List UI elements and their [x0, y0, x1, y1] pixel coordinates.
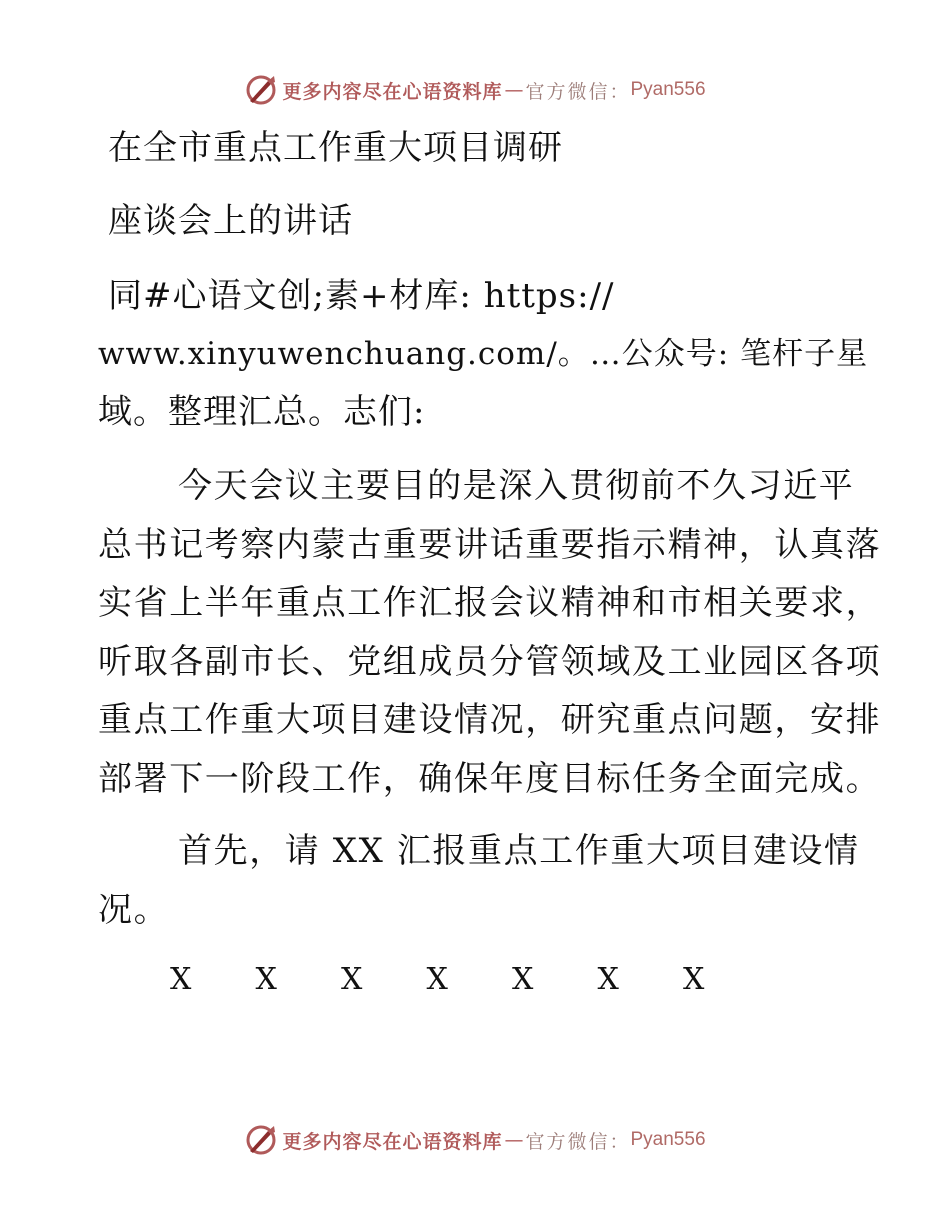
paragraph-line: 今天会议主要目的是深入贯彻前不久习近平: [178, 466, 855, 506]
banner-main-text: 更多内容尽在心语资料库: [282, 80, 503, 103]
header-banner: [0, 70, 950, 110]
placeholder-mark: X: [512, 962, 534, 997]
footer-banner: [0, 1120, 950, 1160]
placeholder-mark: X: [597, 962, 619, 997]
document-title-line-2: 座谈会上的讲话: [108, 201, 353, 241]
placeholder-mark: X: [255, 962, 277, 997]
paragraph-line: 实省上半年重点工作汇报会议精神和市相关要求，: [98, 583, 882, 623]
document-title-line-1: 在全市重点工作重大项目调研: [108, 128, 563, 168]
placeholder-mark: X: [170, 962, 192, 997]
paragraph-line: 首先，请 XX 汇报重点工作重大项目建设情: [178, 831, 860, 871]
paragraph-line: 况。: [98, 889, 170, 930]
banner-wechat-label: 官方微信：: [525, 80, 631, 103]
paragraph-line: 听取各副市长、党组成员分管领域及工业园区各项: [98, 641, 882, 682]
placeholder-mark: X: [683, 962, 705, 997]
placeholder-mark: X: [341, 962, 363, 997]
salutation-line-2: www.xinyuwenchuang.com/。…公众号: 笔杆子星: [98, 336, 869, 372]
quill-logo-icon: [244, 73, 278, 107]
paragraph-2: [98, 822, 860, 939]
banner-wechat-id: Pyan556: [630, 1129, 706, 1150]
banner-wechat-id: Pyan556: [630, 79, 706, 100]
quill-logo-icon: [244, 1123, 278, 1157]
banner-separator: —: [504, 1129, 524, 1151]
salutation-line-1: 同#心语文创;素+材库: https://: [108, 276, 615, 316]
placeholder-mark: X: [426, 962, 448, 997]
placeholder-marks: [170, 962, 769, 997]
salutation-line-3: 域。整理汇总。志们:: [98, 392, 426, 432]
banner-wechat-label: 官方微信：: [525, 1130, 631, 1153]
paragraph-line: 总书记考察内蒙古重要讲话重要指示精神，认真落: [98, 524, 882, 565]
banner-main-text: 更多内容尽在心语资料库: [282, 1130, 503, 1153]
banner-separator: —: [504, 79, 524, 101]
paragraph-line: 部署下一阶段工作，确保年度目标任务全面完成。: [98, 758, 882, 799]
paragraph-line: 重点工作重大项目建设情况，研究重点问题，安排: [98, 700, 882, 740]
paragraph-1: [98, 457, 881, 808]
